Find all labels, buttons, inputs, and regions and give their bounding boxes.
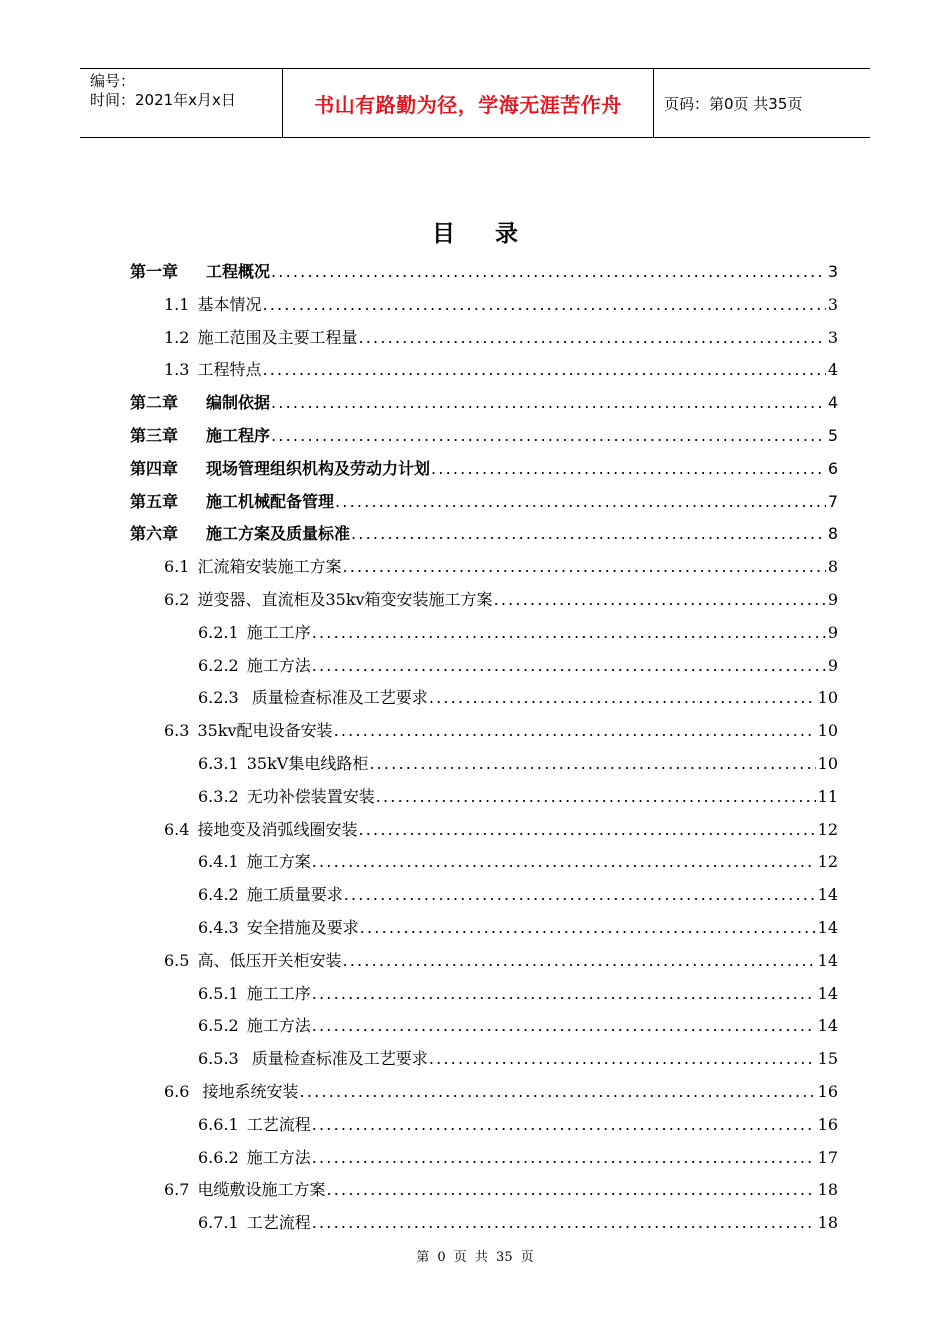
toc-entry-text: 施工质量要求 — [246, 885, 343, 905]
toc-entry-label — [198, 781, 375, 814]
toc-entry-number: 6.2.2 — [198, 655, 239, 675]
toc-entry-page: 10 — [817, 688, 838, 708]
header-motto: 书山有路勤为径，学海无涯苦作舟 — [283, 69, 654, 137]
toc-entry-page: 18 — [817, 1180, 838, 1200]
toc-entry-text: 逆变器、直流柜及35kv箱变安装施工方案 — [197, 589, 493, 609]
toc-entry-text: 施工程序 — [206, 425, 271, 445]
toc-entry-label — [198, 1207, 311, 1240]
toc-entry[interactable] — [130, 354, 838, 387]
toc-entry-page: 15 — [817, 1049, 838, 1069]
toc-dot-leader — [271, 256, 826, 289]
toc-entry[interactable] — [130, 912, 838, 945]
toc-entry-page: 3 — [827, 294, 838, 314]
toc-entry-number: 第四章 — [130, 458, 179, 478]
toc-entry-number: 1.1 — [164, 294, 190, 314]
toc-entry[interactable] — [130, 1207, 838, 1240]
toc-entry-page: 6 — [827, 458, 838, 478]
toc-entry[interactable] — [130, 322, 838, 355]
toc-entry-page: 16 — [817, 1081, 838, 1101]
header-meta — [80, 69, 283, 137]
toc-entry-number: 第五章 — [130, 491, 179, 511]
toc-entry-text: 电缆敷设施工方案 — [197, 1180, 326, 1200]
toc-entry-text: 施工范围及主要工程量 — [197, 327, 358, 347]
toc-entry-label — [198, 748, 368, 781]
toc-entry[interactable] — [130, 1142, 838, 1175]
toc-dot-leader — [326, 1174, 815, 1207]
toc-entry-page: 5 — [827, 425, 838, 445]
toc-entry-label — [198, 879, 343, 912]
toc-entry[interactable] — [130, 617, 838, 650]
toc-entry-number: 第二章 — [130, 393, 179, 413]
toc-entry-text: 施工方法 — [246, 1016, 311, 1036]
toc-dot-leader — [335, 486, 826, 519]
toc-entry-page: 17 — [817, 1147, 838, 1167]
page-header — [80, 68, 870, 138]
toc-dot-leader — [312, 1109, 816, 1142]
toc-entry-text: 施工方案及质量标准 — [206, 524, 351, 544]
toc-entry-label — [164, 715, 333, 748]
toc-entry-number: 6.6.1 — [198, 1114, 239, 1134]
toc-entry-number: 6.2.3 — [198, 688, 239, 708]
toc-dot-leader — [312, 650, 826, 683]
toc-entry-number: 6.7.1 — [198, 1213, 239, 1233]
toc-entry-label — [198, 617, 311, 650]
toc-entry[interactable] — [130, 650, 838, 683]
toc-entry-label — [198, 978, 311, 1011]
toc-entry[interactable] — [130, 289, 838, 322]
toc-entry-label — [164, 584, 493, 617]
toc-entry-label — [164, 354, 261, 387]
toc-entry-label — [164, 1174, 325, 1207]
toc-entry[interactable] — [130, 518, 838, 551]
toc-entry[interactable] — [130, 1174, 838, 1207]
toc-entry-number: 6.3.2 — [198, 786, 239, 806]
toc-entry-number: 6.4.3 — [198, 917, 239, 937]
toc-entry-page: 12 — [817, 819, 838, 839]
toc-dot-leader — [360, 912, 816, 945]
toc-entry-page: 14 — [817, 885, 838, 905]
toc-entry[interactable] — [130, 1010, 838, 1043]
toc-dot-leader — [312, 978, 816, 1011]
toc-dot-leader — [312, 1142, 816, 1175]
toc-entry-number: 第六章 — [130, 524, 179, 544]
toc-entry-text: 35kV集电线路柜 — [246, 753, 369, 773]
number-label: 编号： — [90, 72, 136, 90]
toc-entry-page: 18 — [817, 1213, 838, 1233]
toc-title: 目录 — [432, 221, 558, 247]
page-footer: 第 0 页 共 35 页 — [416, 1250, 534, 1265]
toc-dot-leader — [369, 748, 815, 781]
toc-entry[interactable] — [130, 814, 838, 847]
toc-entry-text: 质量检查标准及工艺要求 — [246, 688, 428, 708]
toc-entry-text: 安全措施及要求 — [246, 917, 359, 937]
toc-dot-leader — [342, 551, 825, 584]
toc-entry-label — [198, 1010, 311, 1043]
toc-entry-number: 6.4.2 — [198, 885, 239, 905]
toc-entry-text: 工艺流程 — [246, 1114, 311, 1134]
toc-dot-leader — [358, 322, 825, 355]
toc-entry-number: 6.7 — [164, 1180, 190, 1200]
toc-entry[interactable] — [130, 256, 838, 289]
toc-entry-label — [164, 814, 357, 847]
toc-dot-leader — [312, 617, 826, 650]
time-label: 时间：2021年x月x日 — [90, 91, 236, 109]
toc-entry-text: 汇流箱安装施工方案 — [197, 557, 342, 577]
toc-entry-page: 10 — [817, 753, 838, 773]
toc-entry-page: 11 — [817, 786, 838, 806]
toc-dot-leader — [429, 1043, 816, 1076]
toc-entry-label — [130, 518, 350, 551]
toc-entry-text: 编制依据 — [206, 393, 271, 413]
toc-dot-leader — [494, 584, 826, 617]
toc-entry-page: 4 — [827, 360, 838, 380]
toc-entry-page: 3 — [827, 262, 838, 281]
toc-entry-number: 6.5.3 — [198, 1049, 239, 1069]
toc-dot-leader — [312, 1010, 816, 1043]
toc-entry-text: 工艺流程 — [246, 1213, 311, 1233]
toc-dot-leader — [334, 715, 816, 748]
toc-entry[interactable] — [130, 748, 838, 781]
toc-entry-number: 6.4 — [164, 819, 190, 839]
toc-entry-number: 6.2.1 — [198, 622, 239, 642]
toc-entry-label — [130, 256, 270, 289]
toc-entry-page: 14 — [817, 1016, 838, 1036]
toc-entry-label — [130, 387, 270, 420]
toc-entry-text: 施工工序 — [246, 983, 311, 1003]
toc-entry[interactable] — [130, 978, 838, 1011]
toc-entry[interactable] — [130, 1109, 838, 1142]
toc-dot-leader — [262, 354, 825, 387]
toc-entry-text: 施工方法 — [246, 1147, 311, 1167]
toc-entry[interactable] — [130, 387, 838, 420]
toc-entry-number: 1.3 — [164, 360, 190, 380]
toc-entry-page: 16 — [817, 1114, 838, 1134]
toc-dot-leader — [429, 682, 816, 715]
toc-entry-number: 6.6.2 — [198, 1147, 239, 1167]
toc-dot-leader — [358, 814, 815, 847]
toc-entry-text: 35kv配电设备安装 — [197, 721, 333, 741]
toc-dot-leader — [431, 453, 826, 486]
toc-entry-text: 工程概况 — [206, 262, 271, 281]
toc-entry-page: 9 — [827, 655, 838, 675]
toc-entry[interactable] — [130, 1076, 838, 1109]
toc-entry-number: 6.1 — [164, 557, 190, 577]
toc-entry-number: 6.4.1 — [198, 852, 239, 872]
toc-entry-number: 6.3 — [164, 721, 190, 741]
toc-entry-label — [164, 322, 357, 355]
toc-entry-page: 8 — [827, 524, 838, 544]
toc-entry-text: 施工工序 — [246, 622, 311, 642]
toc-entry-label — [198, 650, 311, 683]
toc-entry-label — [130, 420, 270, 453]
toc-entry-text: 基本情况 — [197, 294, 262, 314]
toc-entry-page: 9 — [827, 589, 838, 609]
toc-entry-page: 8 — [827, 557, 838, 577]
toc-entry-page: 9 — [827, 622, 838, 642]
toc-entry[interactable] — [130, 715, 838, 748]
toc-entry-label — [164, 945, 341, 978]
toc-entry-number: 第一章 — [130, 262, 179, 281]
toc-dot-leader — [262, 289, 825, 322]
toc-entry-label — [164, 289, 261, 322]
toc-entry-page: 10 — [817, 721, 838, 741]
toc-entry-number: 6.5.2 — [198, 1016, 239, 1036]
toc-dot-leader — [271, 387, 826, 420]
toc-entry[interactable] — [130, 682, 838, 715]
toc-entry-text: 接地变及消弧线圈安装 — [197, 819, 358, 839]
toc-entry[interactable] — [130, 945, 838, 978]
toc-entry[interactable] — [130, 584, 838, 617]
toc-entry-page: 3 — [827, 327, 838, 347]
toc-entry[interactable] — [130, 879, 838, 912]
toc-entry-page: 7 — [827, 491, 838, 511]
toc-entry-number: 6.5 — [164, 950, 190, 970]
toc-entry[interactable] — [130, 486, 838, 519]
toc-entry-text: 接地系统安装 — [197, 1081, 299, 1101]
toc-entry-number: 第三章 — [130, 425, 179, 445]
toc-entry[interactable] — [130, 1043, 838, 1076]
toc-entry-number: 6.2 — [164, 589, 190, 609]
toc-entry[interactable] — [130, 420, 838, 453]
toc-entry-number: 6.6 — [164, 1081, 190, 1101]
toc-entry-page: 12 — [817, 852, 838, 872]
toc-entry-label — [198, 1109, 311, 1142]
toc-entry-page: 14 — [817, 950, 838, 970]
toc-entry-text: 现场管理组织机构及劳动力计划 — [206, 458, 431, 478]
toc-dot-leader — [312, 846, 816, 879]
toc-entry[interactable] — [130, 781, 838, 814]
toc-entry-text: 质量检查标准及工艺要求 — [246, 1049, 428, 1069]
toc-dot-leader — [271, 420, 826, 453]
toc-dot-leader — [376, 781, 816, 814]
toc-entry-label — [198, 1043, 428, 1076]
toc-entry[interactable] — [130, 551, 838, 584]
toc-entry-label — [198, 1142, 311, 1175]
toc-entry-text: 无功补偿装置安装 — [246, 786, 375, 806]
toc-dot-leader — [351, 518, 826, 551]
toc-entry-page: 14 — [817, 983, 838, 1003]
toc-entry-text: 施工方案 — [246, 852, 311, 872]
toc-dot-leader — [300, 1076, 816, 1109]
toc-entry-text: 施工机械配备管理 — [206, 491, 335, 511]
header-page-info: 页码：第0页 共35页 — [664, 94, 803, 113]
toc-entry[interactable] — [130, 846, 838, 879]
toc-entry-label — [198, 912, 359, 945]
toc-entry-label — [198, 682, 428, 715]
toc-entry-text: 工程特点 — [197, 360, 262, 380]
toc-entry-label — [198, 846, 311, 879]
table-of-contents — [130, 256, 838, 1240]
toc-entry-label — [164, 551, 341, 584]
toc-dot-leader — [342, 945, 815, 978]
toc-entry-label — [164, 1076, 299, 1109]
toc-entry-page: 14 — [817, 917, 838, 937]
toc-entry-label — [130, 486, 334, 519]
toc-entry-number: 6.5.1 — [198, 983, 239, 1003]
toc-dot-leader — [344, 879, 816, 912]
toc-entry-text: 高、低压开关柜安装 — [197, 950, 342, 970]
toc-entry[interactable] — [130, 453, 838, 486]
toc-entry-label — [130, 453, 430, 486]
toc-entry-number: 6.3.1 — [198, 753, 239, 773]
toc-dot-leader — [312, 1207, 816, 1240]
toc-entry-page: 4 — [827, 393, 838, 413]
toc-entry-text: 施工方法 — [246, 655, 311, 675]
toc-entry-number: 1.2 — [164, 327, 190, 347]
